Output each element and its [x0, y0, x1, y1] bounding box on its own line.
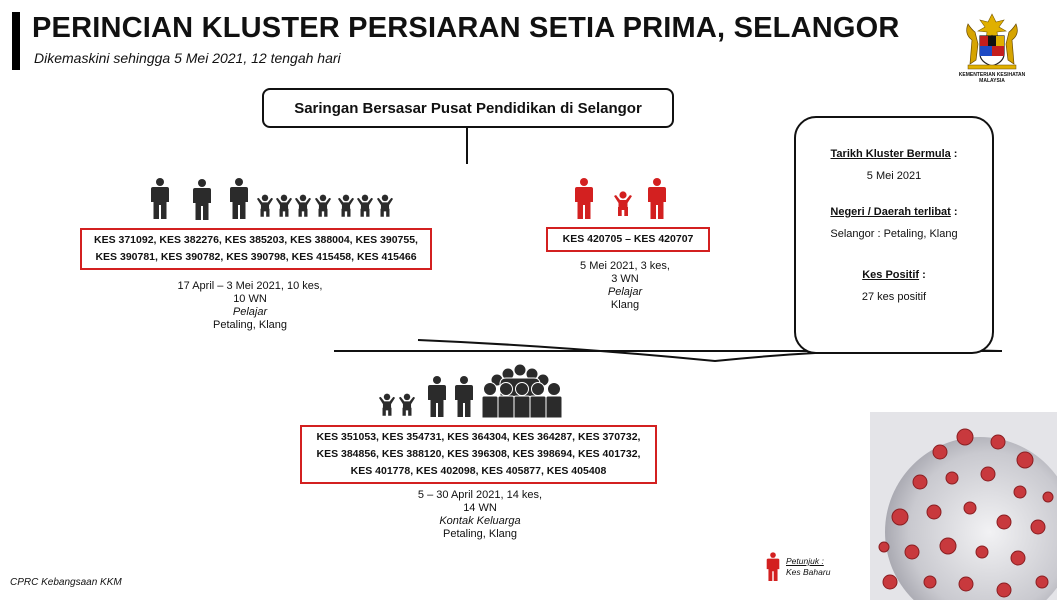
legend-value: Kes Baharu	[786, 567, 831, 577]
page-subtitle: Dikemaskini sehingga 5 Mei 2021, 12 tengah hari	[34, 50, 341, 66]
left-group-category: Pelajar	[232, 306, 268, 318]
root-node-box	[262, 88, 674, 128]
state-district-label: Negeri / Daerah terlibat	[830, 206, 951, 218]
bottom-group-date-cases: 5 – 30 April 2021, 14 kes,	[417, 489, 543, 501]
left-case-list-box	[80, 228, 432, 270]
start-date-colon: :	[950, 148, 958, 160]
child-person-icon	[276, 195, 292, 217]
child-person-icon	[257, 195, 273, 217]
bottom-group-district: Petaling, Klang	[443, 528, 517, 540]
child-person-icon	[357, 195, 373, 217]
mid-case-list-box	[546, 227, 710, 252]
child-person-icon	[338, 195, 354, 217]
left-group-description	[150, 280, 350, 332]
start-date-value: 5 Mei 2021	[866, 170, 922, 182]
legend-label: Petunjuk :	[786, 556, 824, 566]
adult-person-icon	[230, 178, 248, 219]
root-node-label: Saringan Bersasar Pusat Pendidikan di Selangor	[294, 99, 642, 117]
new-case-adult-icon	[648, 178, 666, 219]
left-group-nationality: 10 WN	[233, 293, 267, 305]
child-person-icon	[377, 195, 393, 217]
legend-new-case-icon	[766, 552, 780, 582]
crowd-icon	[482, 364, 562, 418]
mid-group-district: Klang	[610, 299, 640, 311]
positive-cases-value: 27 kes positif	[861, 291, 927, 303]
new-case-adult-icon	[575, 178, 593, 219]
positive-cases-label: Kes Positif	[862, 269, 920, 281]
page-title: PERINCIAN KLUSTER PERSIARAN SETIA PRIMA, SELANGOR	[32, 12, 900, 44]
child-person-icon	[379, 394, 395, 416]
child-person-icon	[315, 195, 331, 217]
case-list-line: KES 351053, KES 354731, KES 364304, KES 364287, KES 370732,	[316, 431, 641, 443]
mid-group-description	[560, 260, 690, 312]
logo-text-line1: KEMENTERIAN KESIHATAN	[958, 72, 1026, 78]
adult-person-icon	[428, 376, 446, 417]
case-list-line: KES 420705 – KES 420707	[562, 233, 694, 245]
bottom-case-list-box	[300, 425, 657, 484]
legend	[786, 556, 830, 578]
bottom-group-person-icons	[378, 362, 578, 420]
new-case-child-icon	[614, 191, 632, 216]
cluster-info-box	[794, 116, 994, 354]
child-person-icon	[399, 394, 415, 416]
state-district-colon: :	[950, 206, 958, 218]
coronavirus-icon	[870, 412, 1057, 600]
left-group-date-cases: 17 April – 3 Mei 2021, 10 kes,	[177, 280, 323, 292]
adult-person-icon	[455, 376, 473, 417]
adult-person-icon	[193, 179, 211, 220]
logo-text-line2: MALAYSIA	[979, 78, 1005, 84]
positive-cases-colon: :	[919, 269, 926, 281]
bottom-group-nationality: 14 WN	[463, 502, 497, 514]
adult-person-icon	[151, 178, 169, 219]
footer-source: CPRC Kebangsaan KKM	[10, 577, 122, 588]
state-district-value: Selangor : Petaling, Klang	[830, 228, 958, 240]
case-list-line: KES 390781, KES 390782, KES 390798, KES 415458, KES 415466	[95, 251, 417, 263]
child-person-icon	[295, 195, 311, 217]
case-list-line: KES 384856, KES 388120, KES 396308, KES 398694, KES 401732,	[316, 448, 641, 460]
mid-group-category: Pelajar	[607, 286, 643, 298]
left-group-person-icons	[150, 178, 400, 222]
coronavirus-illustration	[870, 412, 1057, 600]
bottom-group-category: Kontak Keluarga	[439, 515, 521, 527]
mid-group-person-icons	[574, 178, 670, 222]
case-list-line: KES 371092, KES 382276, KES 385203, KES 388004, KES 390755,	[94, 234, 418, 246]
start-date-label: Tarikh Kluster Bermula	[830, 148, 951, 160]
mid-group-date-cases: 5 Mei 2021, 3 kes,	[580, 260, 670, 272]
left-group-district: Petaling, Klang	[213, 319, 287, 331]
mid-group-nationality: 3 WN	[611, 273, 639, 285]
case-list-line: KES 401778, KES 402098, KES 405877, KES 405408	[350, 465, 607, 477]
bottom-group-description	[390, 489, 570, 541]
